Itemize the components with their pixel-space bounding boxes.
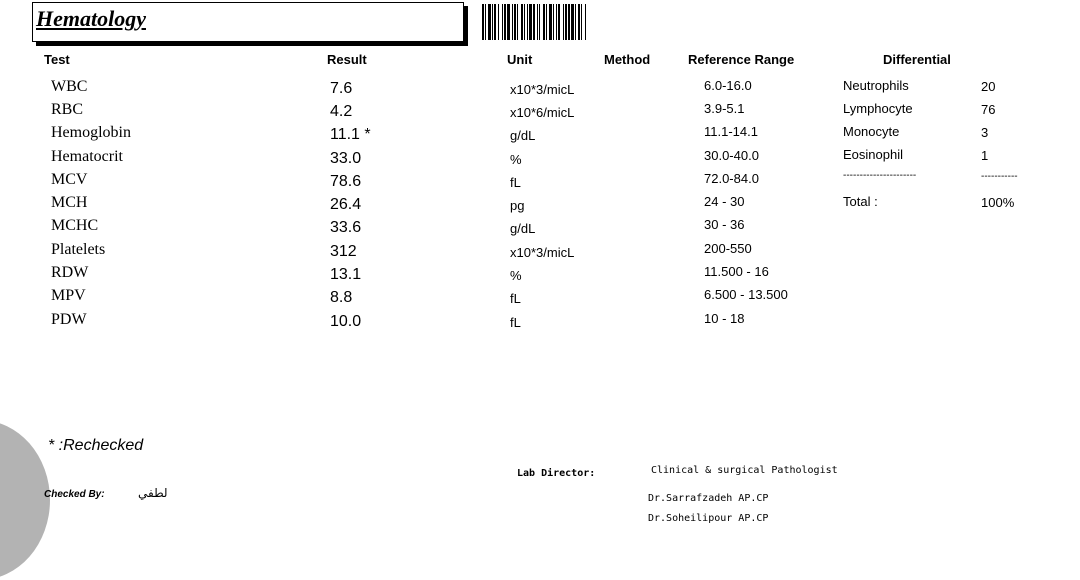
differential-value: 76 — [981, 102, 996, 117]
row-unit: fL — [510, 175, 521, 190]
row-unit: % — [510, 268, 522, 283]
row-result: 33.0 — [330, 150, 362, 167]
row-ref: 200-550 — [704, 241, 752, 256]
header-reference: Reference Range — [688, 52, 795, 67]
row-unit: g/dL — [510, 221, 536, 236]
row-result: 33.6 — [330, 219, 362, 236]
section-title-box — [32, 2, 464, 42]
row-result: 7.6 — [330, 80, 353, 97]
row-unit: % — [510, 152, 522, 167]
header-unit: Unit — [507, 52, 533, 67]
row-result: 312 — [330, 243, 357, 260]
pathologist-title: Clinical & surgical Pathologist — [651, 465, 838, 476]
differential-name: Eosinophil — [843, 147, 903, 162]
doctor-2: Dr.Soheilipour AP.CP — [648, 513, 769, 524]
differential-value: 1 — [981, 148, 989, 163]
decorative-circle — [0, 420, 50, 580]
differential-name: Neutrophils — [843, 78, 909, 93]
row-result: 8.8 — [330, 289, 353, 306]
row-result: 13.1 — [330, 266, 362, 283]
row-test: MCH — [51, 194, 88, 211]
header-result: Result — [327, 52, 367, 67]
row-unit: fL — [510, 291, 521, 306]
row-result: 11.1 * — [330, 126, 371, 143]
differential-value: ----------- — [981, 171, 1018, 182]
row-ref: 30.0-40.0 — [704, 148, 759, 163]
rechecked-note: * :Rechecked — [48, 437, 144, 454]
differential-value: 20 — [981, 79, 996, 94]
row-unit: g/dL — [510, 128, 536, 143]
row-ref: 24 - 30 — [704, 194, 745, 209]
row-unit: fL — [510, 315, 521, 330]
row-test: Hemoglobin — [51, 124, 131, 141]
differential-name: ---------------------- — [843, 170, 917, 181]
row-ref: 6.0-16.0 — [704, 78, 752, 93]
row-ref: 6.500 - 13.500 — [704, 287, 788, 302]
row-result: 78.6 — [330, 173, 362, 190]
header-method: Method — [604, 52, 651, 67]
row-ref: 30 - 36 — [704, 217, 745, 232]
row-test: MCHC — [51, 217, 99, 234]
row-test: MPV — [51, 287, 86, 304]
differential-value: 3 — [981, 125, 989, 140]
row-ref: 72.0-84.0 — [704, 171, 759, 186]
checked-by-name: لطفي — [138, 486, 168, 500]
row-unit: x10*3/micL — [510, 245, 575, 260]
row-result: 10.0 — [330, 313, 362, 330]
row-result: 4.2 — [330, 103, 353, 120]
row-ref: 3.9-5.1 — [704, 101, 745, 116]
lab-director-label: Lab Director: — [517, 468, 596, 479]
differential-name: Monocyte — [843, 124, 900, 139]
row-ref: 11.500 - 16 — [704, 264, 769, 279]
checked-by-label: Checked By: — [44, 489, 105, 500]
row-test: Platelets — [51, 241, 106, 258]
differential-name: Lymphocyte — [843, 101, 913, 116]
row-test: RBC — [51, 101, 84, 118]
row-test: RDW — [51, 264, 89, 281]
row-ref: 11.1-14.1 — [704, 124, 758, 139]
doctor-1: Dr.Sarrafzadeh AP.CP — [648, 493, 769, 504]
differential-value: 100% — [981, 195, 1015, 210]
row-ref: 10 - 18 — [704, 311, 745, 326]
row-result: 26.4 — [330, 196, 362, 213]
differential-name: Total : — [843, 194, 878, 209]
row-test: PDW — [51, 311, 87, 328]
row-unit: x10*6/micL — [510, 105, 575, 120]
row-test: WBC — [51, 78, 88, 95]
header-test: Test — [44, 52, 70, 67]
barcode — [482, 4, 686, 40]
row-test: Hematocrit — [51, 148, 123, 165]
section-title: Hematology — [36, 6, 146, 31]
row-test: MCV — [51, 171, 88, 188]
row-unit: pg — [510, 198, 525, 213]
row-unit: x10*3/micL — [510, 82, 575, 97]
header-differential: Differential — [883, 52, 951, 67]
